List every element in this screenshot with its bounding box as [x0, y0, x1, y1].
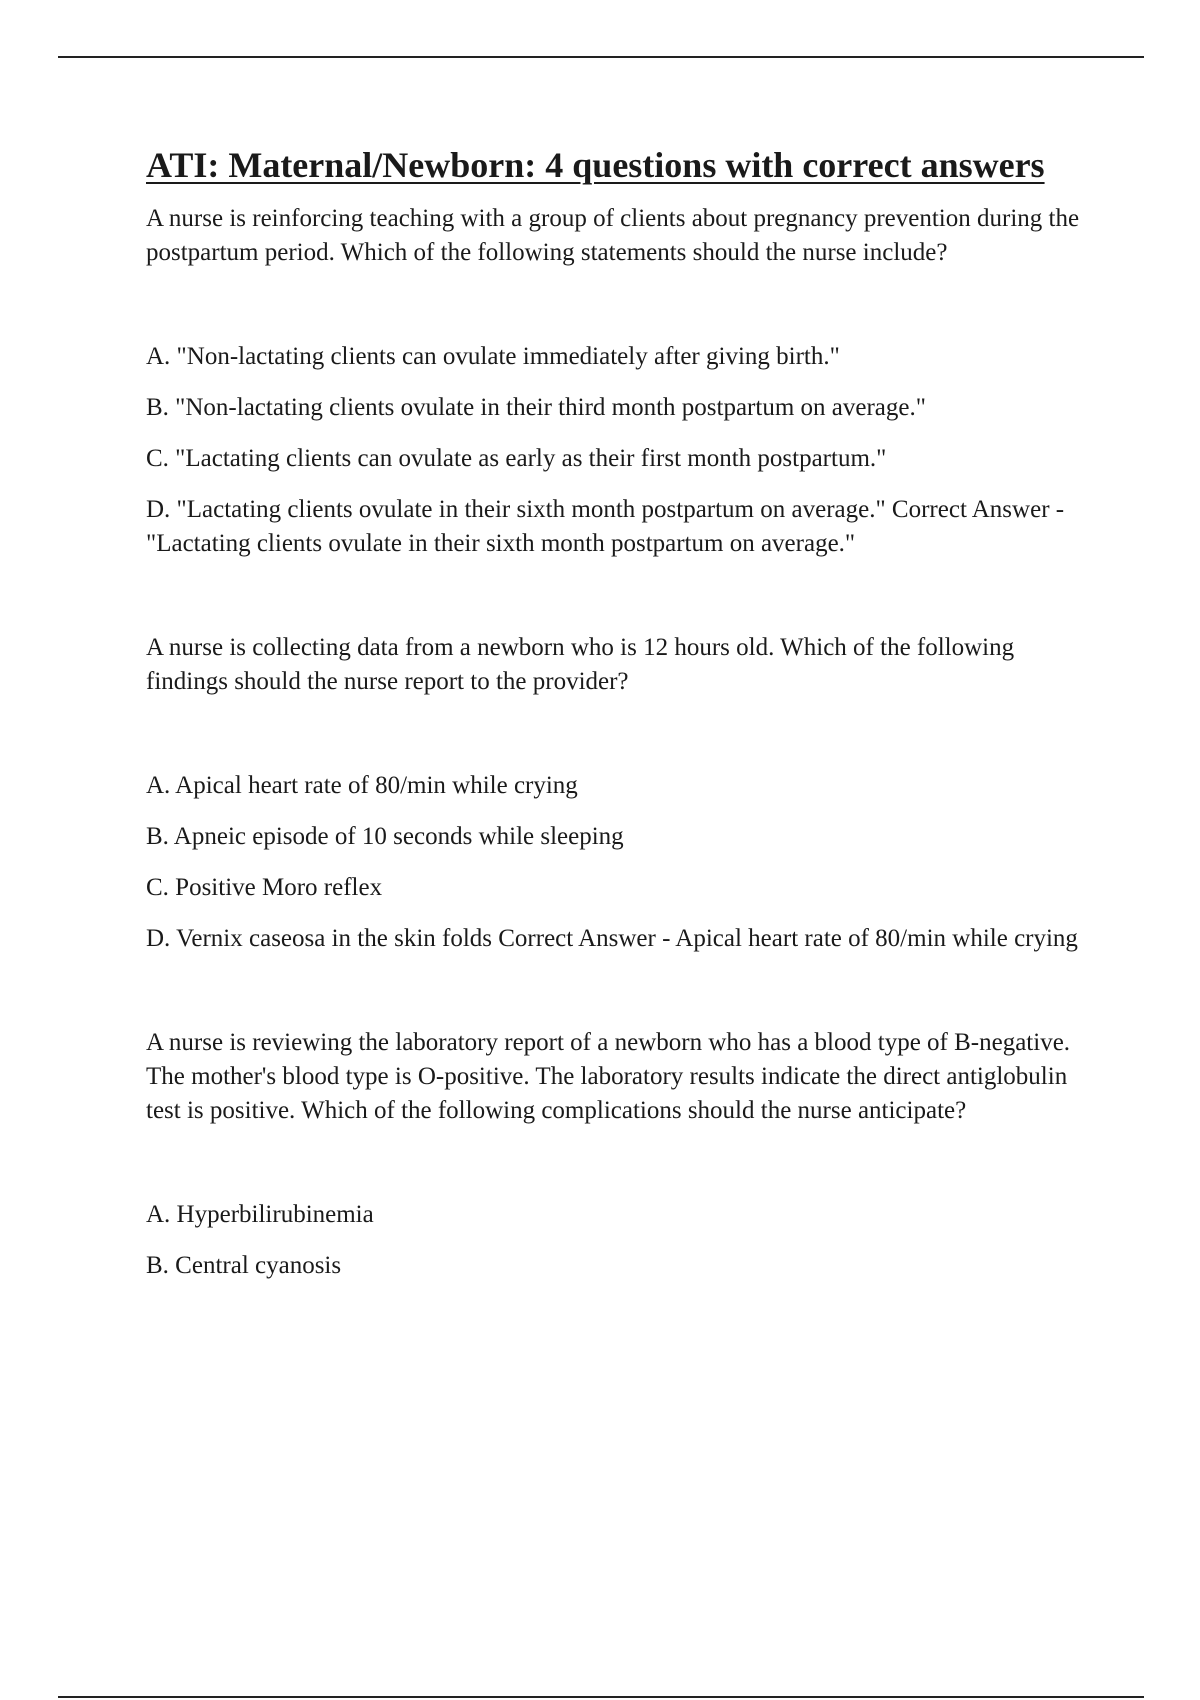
answer-option-b: B. Central cyanosis	[146, 1252, 342, 1279]
question-stem: A nurse is collecting data from a newborn who is 12 hours old. Which of the following findings should the nurse report to the provider?	[146, 634, 1015, 695]
answer-option-d: D. "Lactating clients ovulate in their sixth month postpartum on average." Correct Answer - "Lactating clients ovulate in their sixth month postpartum on average."	[146, 496, 1065, 557]
answer-option-b: B. Apneic episode of 10 seconds while sleeping	[146, 823, 624, 850]
question-3	[146, 1026, 1086, 1283]
spacer	[146, 561, 1086, 631]
top-rule	[58, 56, 1144, 58]
bottom-rule	[58, 1696, 1144, 1698]
question-1	[146, 202, 1086, 561]
spacer	[146, 956, 1086, 1026]
answer-option-b: B. "Non-lactating clients ovulate in their third month postpartum on average."	[146, 394, 926, 421]
question-stem: A nurse is reviewing the laboratory report of a newborn who has a blood type of B-negative. The mother's blood type is O-positive. The laboratory results indicate the direct antiglobulin test is positive. Which of the following complications should the nurse anticipate?	[146, 1029, 1071, 1124]
answer-option-c: C. Positive Moro reflex	[146, 874, 383, 901]
answer-option-a: A. Apical heart rate of 80/min while crying	[146, 772, 578, 799]
answer-option-a: A. "Non-lactating clients can ovulate immediately after giving birth."	[146, 343, 840, 370]
document-body	[146, 140, 1086, 1283]
document-title: ATI: Maternal/Newborn: 4 questions with correct answers	[146, 145, 1045, 185]
answer-option-d: D. Vernix caseosa in the skin folds Correct Answer - Apical heart rate of 80/min while crying	[146, 925, 1078, 952]
question-2	[146, 631, 1086, 956]
answer-option-c: C. "Lactating clients can ovulate as early as their first month postpartum."	[146, 445, 887, 472]
question-stem: A nurse is reinforcing teaching with a group of clients about pregnancy prevention during the postpartum period. Which of the following statements should the nurse include?	[146, 205, 1080, 266]
answer-option-a: A. Hyperbilirubinemia	[146, 1201, 374, 1228]
